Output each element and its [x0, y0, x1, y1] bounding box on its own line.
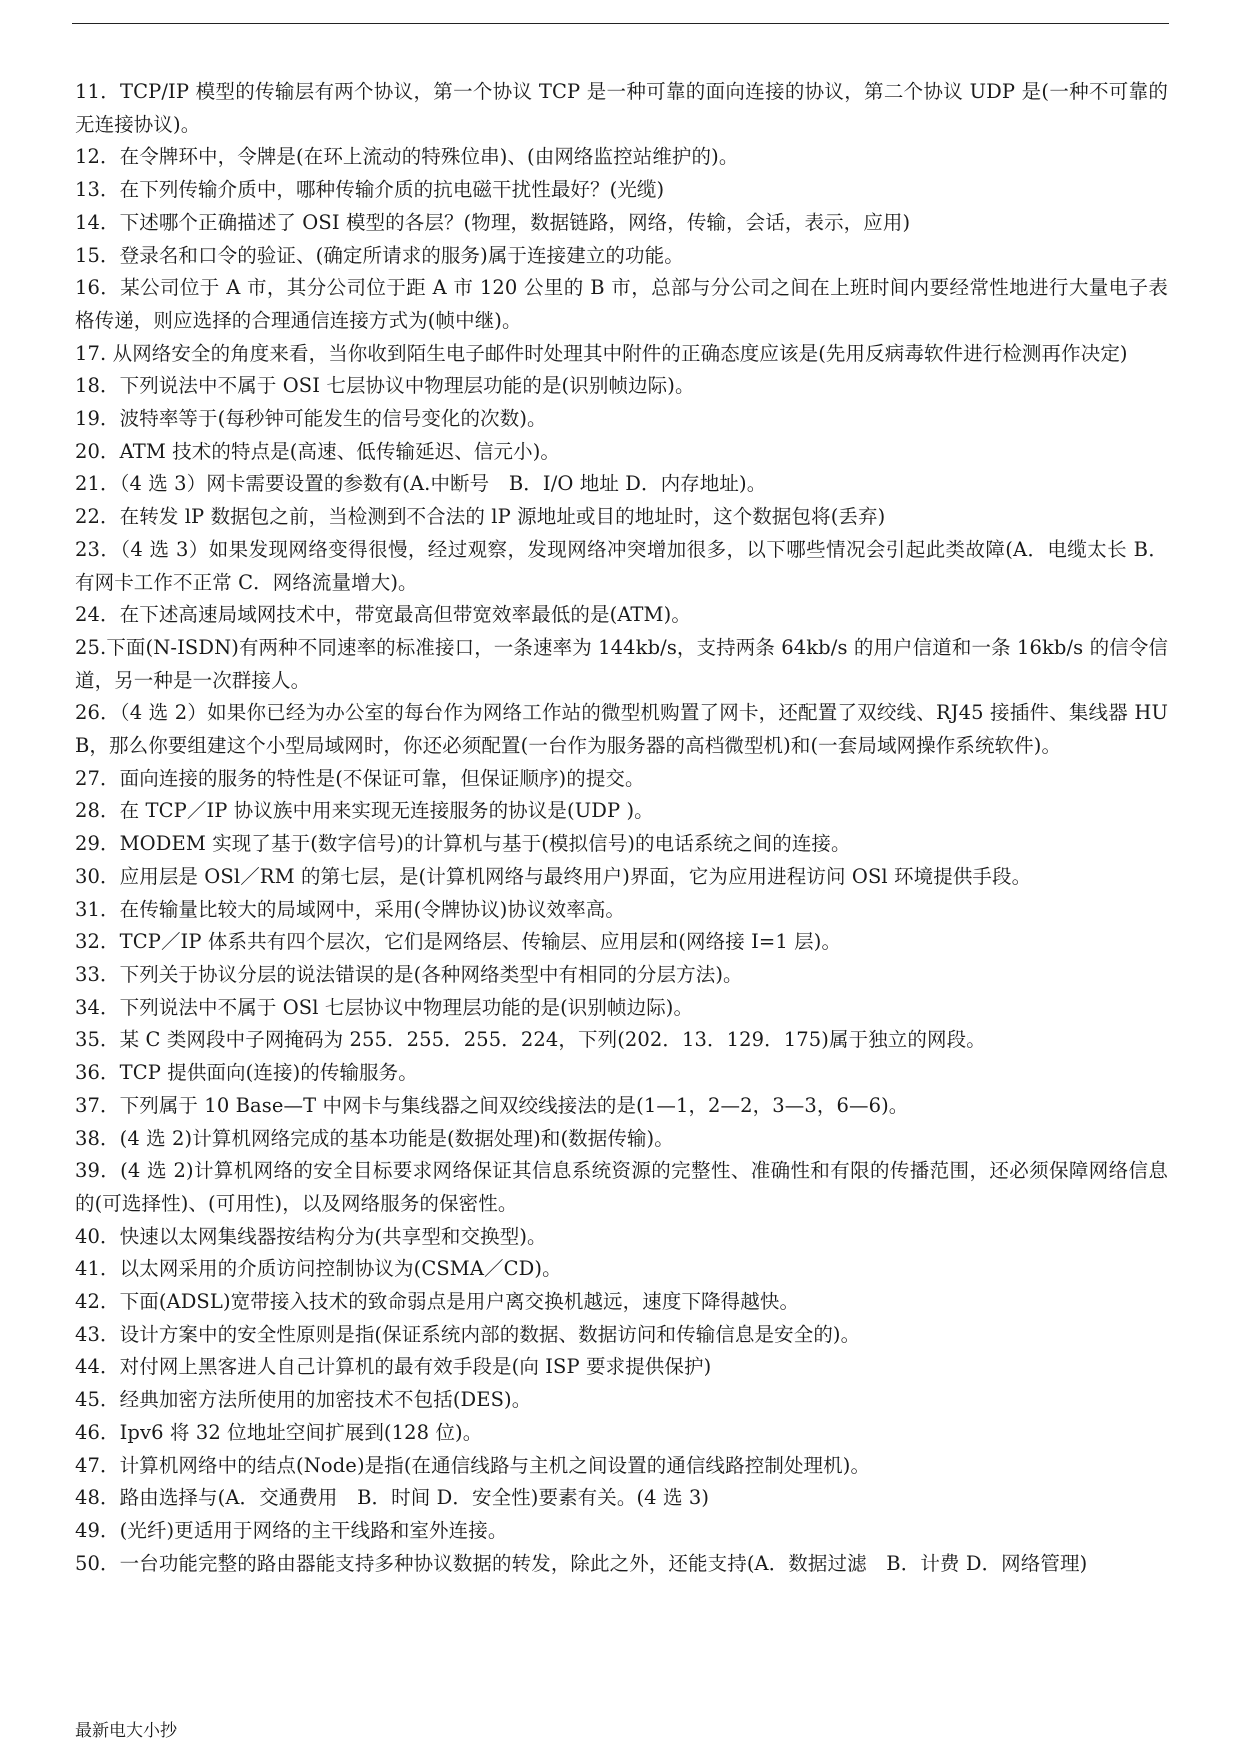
question-item: 25.下面(N-ISDN)有两种不同速率的标准接口，一条速率为 144kb/s，支持两条 64kb/s 的用户信道和一条 16kb/s 的信令信道，另一种是一次群接人。 [75, 635, 1168, 692]
question-item: 12．在令牌环中，令牌是(在环上流动的特殊位串)、(由网络监控站维护的)。 [75, 145, 739, 169]
question-item: 35．某 C 类网段中子网掩码为 255．255．255．224，下列(202．13．129．175)属于独立的网段。 [75, 1028, 986, 1052]
question-item: 50．一台功能完整的路由器能支持多种协议数据的转发，除此之外，还能支持(A．数据过滤 B．计费 D．网络管理) [75, 1551, 1088, 1575]
question-item: 22．在转发 lP 数据包之前，当检测到不合法的 lP 源地址或目的地址时，这个数据包将(丢弃) [75, 505, 886, 529]
question-item: 24．在下述高速局域网技术中，带宽最高但带宽效率最低的是(ATM)。 [75, 603, 691, 627]
question-item: 33．下列关于协议分层的说法错误的是(各种网络类型中有相同的分层方法)。 [75, 962, 743, 986]
question-item: 39．(4 选 2)计算机网络的安全目标要求网络保证其信息系统资源的完整性、准确性和有限的传播范围，还必须保障网络信息的(可选择性)、(可用性)，以及网络服务的保密性。 [75, 1159, 1168, 1215]
question-item: 27．面向连接的服务的特性是(不保证可靠，但保证顺序)的提交。 [75, 766, 645, 790]
question-item: 23．（4 选 3）如果发现网络变得很慢，经过观察，发现网络冲突增加很多，以下哪些情况会引起此类故障(A．电缆太长 B．有网卡工作不正常 C．网络流量增大)。 [75, 537, 1168, 594]
question-item: 32．TCP／IP 体系共有四个层次，它们是网络层、传输层、应用层和(网络接 I=1 层)。 [75, 930, 842, 954]
question-item: 18．下列说法中不属于 OSI 七层协议中物理层功能的是(识别帧边际)。 [75, 374, 695, 398]
question-item: 47．计算机网络中的结点(Node)是指(在通信线路与主机之间设置的通信线路控制处理机)。 [75, 1453, 871, 1477]
question-item: 16．某公司位于 A 市，其分公司位于距 A 市 120 公里的 B 市，总部与分公司之间在上班时间内要经常性地进行大量电子表格传递，则应选择的合理通信连接方式为(帧中继)。 [75, 276, 1168, 332]
question-list [75, 76, 1168, 1580]
question-item: 48．路由选择与(A．交通费用 B．时间 D．安全性)要素有关。(4 选 3) [75, 1486, 710, 1510]
question-item: 15．登录名和口令的验证、(确定所请求的服务)属于连接建立的功能。 [75, 243, 684, 267]
question-item: 44．对付网上黑客进人自己计算机的最有效手段是(向 ISP 要求提供保护) [75, 1355, 712, 1379]
page-footer: 最新电大小抄 [75, 1721, 177, 1741]
question-item: 46．Ipv6 将 32 位地址空间扩展到(128 位)。 [75, 1420, 483, 1444]
question-item: 19．波特率等于(每秒钟可能发生的信号变化的次数)。 [75, 407, 547, 431]
question-item: 28．在 TCP／IP 协议族中用来实现无连接服务的协议是(UDP )。 [75, 799, 654, 823]
question-item: 38．(4 选 2)计算机网络完成的基本功能是(数据处理)和(数据传输)。 [75, 1126, 674, 1150]
question-item: 42．下面(ADSL)宽带接入技术的致命弱点是用户离交换机越远，速度下降得越快。 [75, 1290, 800, 1314]
question-item: 37．下列属于 10 Base—T 中网卡与集线器之间双绞线接法的是(1—1，2—2，3—3，6—6)。 [75, 1093, 909, 1117]
question-item: 26．（4 选 2）如果你已经为办公室的每台作为网络工作站的微型机购置了网卡，还配置了双绞线、RJ45 接插件、集线器 HUB，那么你要组建这个小型局域网时，你还必须配置(一台作为服务器的高档微型机)和(一套局域网操作系统软件)。 [75, 701, 1168, 758]
question-item: 49．(光纤)更适用于网络的主干线路和室外连接。 [75, 1518, 508, 1542]
question-item: 11．TCP/IP 模型的传输层有两个协议，第一个协议 TCP 是一种可靠的面向连接的协议，第二个协议 UDP 是(一种不可靠的无连接协议)。 [75, 80, 1168, 136]
question-item: 20．ATM 技术的特点是(高速、低传输延迟、信元小)。 [75, 439, 561, 463]
question-item: 43．设计方案中的安全性原则是指(保证系统内部的数据、数据访问和传输信息是安全的)。 [75, 1322, 861, 1346]
question-item: 45．经典加密方法所使用的加密技术不包括(DES)。 [75, 1388, 532, 1412]
question-item: 40．快速以太网集线器按结构分为(共享型和交换型)。 [75, 1224, 547, 1248]
question-item: 36．TCP 提供面向(连接)的传输服务。 [75, 1061, 418, 1085]
question-item: 29．MODEM 实现了基于(数字信号)的计算机与基于(模拟信号)的电话系统之间的连接。 [75, 832, 851, 856]
question-item: 21．（4 选 3）网卡需要设置的参数有(A.中断号 B．I/O 地址 D．内存地址)。 [75, 472, 767, 496]
header-rule [72, 23, 1169, 24]
question-item: 14．下述哪个正确描述了 OSI 模型的各层？(物理，数据链路，网络，传输，会话，表示，应用) [75, 210, 911, 234]
question-item: 41．以太网采用的介质访问控制协议为(CSMA／CD)。 [75, 1257, 562, 1281]
question-item: 34．下列说法中不属于 OSl 七层协议中物理层功能的是(识别帧边际)。 [75, 995, 694, 1019]
question-item: 31．在传输量比较大的局域网中，采用(令牌协议)协议效率高。 [75, 897, 626, 921]
question-item: 13．在下列传输介质中，哪种传输介质的抗电磁干扰性最好？(光缆) [75, 178, 665, 202]
question-item: 17. 从网络安全的角度来看，当你收到陌生电子邮件时处理其中附件的正确态度应该是(先用反病毒软件进行检测再作决定) [75, 341, 1128, 365]
question-item: 30．应用层是 OSl／RM 的第七层，是(计算机网络与最终用户)界面，它为应用进程访问 OSl 环境提供手段。 [75, 864, 1032, 888]
